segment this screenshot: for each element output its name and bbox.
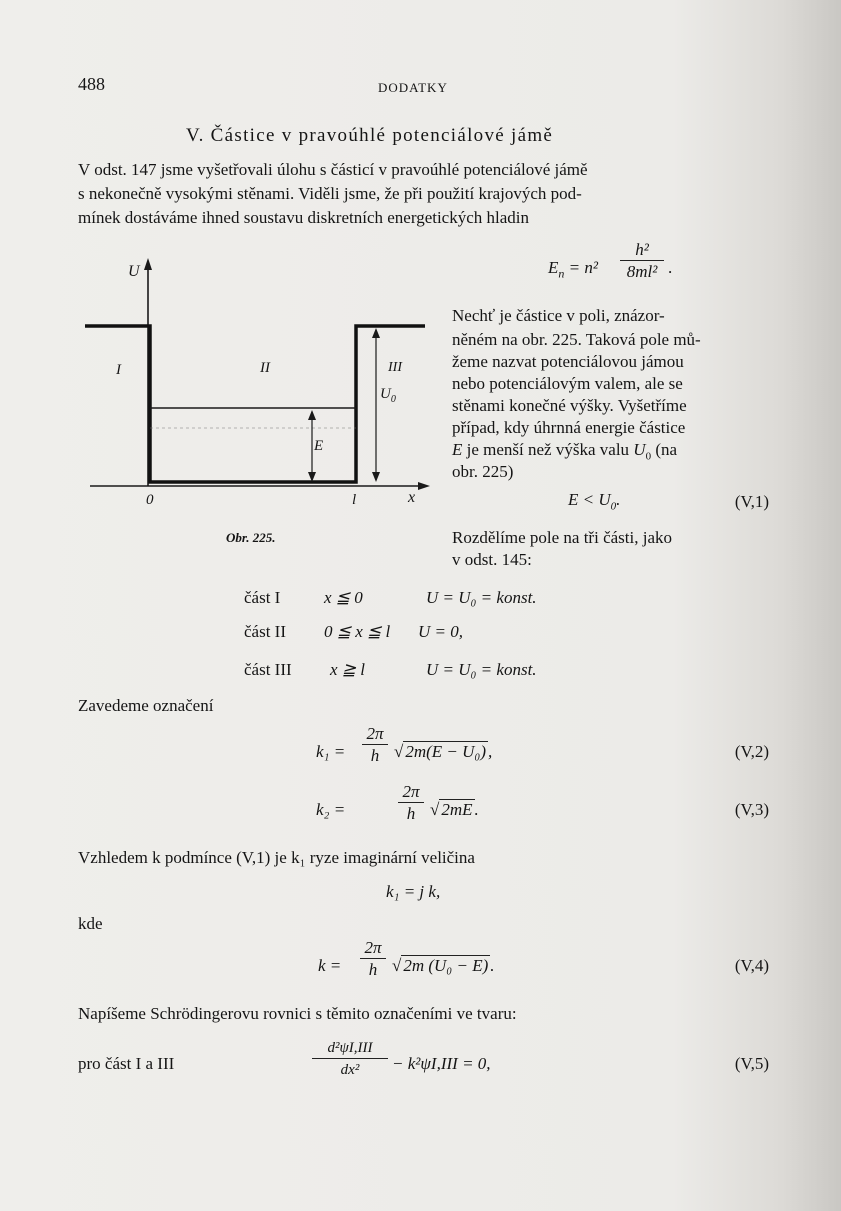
part-3-label: část III: [244, 660, 292, 679]
running-title: DODATKY: [378, 80, 448, 95]
part-2-label: část II: [244, 622, 287, 641]
notation-intro: Zavedeme označení: [78, 696, 214, 715]
part-2-pot: U = 0,: [418, 622, 463, 641]
intro-line-2: s nekonečně vysokými stěnami. Viděli jsme, že při použití krajových pod-: [78, 184, 582, 203]
intro-line-3: mínek dostáváme ihned soustavu diskretních energetických hladin: [78, 208, 530, 227]
side-line-1: Nechť je částice v poli, znázor-: [452, 306, 665, 325]
eq-v5-label: pro část I a III: [78, 1054, 175, 1073]
side-line-4: nebo potenciálovým valem, ale se: [452, 374, 683, 393]
side2-line-2: v odst. 145:: [452, 550, 532, 569]
fig-label-x: x: [408, 489, 416, 506]
side-line-8: obr. 225): [452, 462, 514, 481]
eq-v3-root: √ 2mE .: [430, 800, 479, 819]
condition-line: Vzhledem k podmínce (V,1) je k₁ ryze imaginární veličina: [78, 848, 475, 867]
side-line-6: případ, kdy úhrnná energie částice: [452, 418, 686, 437]
schrodinger-line: Napíšeme Schrödingerovu rovnici s těmito označeními ve tvaru:: [78, 1004, 517, 1023]
eq-v1: $E < U_0$.: [568, 490, 621, 513]
section-title: V. Částice v pravoúhlé potenciálové jámě: [186, 125, 554, 146]
part-1-pot: U = U₀ = konst.: [426, 588, 537, 607]
part-3-cond: x ≧ l: [330, 660, 366, 679]
eq-v2-number: (V,2): [734, 742, 769, 761]
eq-v2-fraction: $\frac{2\pi}{h}$: [362, 724, 388, 767]
side-line-7: E je menší než výška valu $U_0$ (na: [452, 440, 678, 463]
fig-label-l: l: [352, 492, 357, 508]
side-line-2: něném na obr. 225. Taková pole mů-: [452, 330, 701, 349]
k1-equation: k₁ = j k,: [386, 882, 441, 901]
part-1-cond: x ≦ 0: [324, 588, 363, 607]
eq-v5-fraction: d²ψI,III dx²: [312, 1038, 388, 1081]
fig-label-i: I: [116, 362, 121, 378]
figure-caption: Obr. 225.: [226, 530, 276, 545]
eq-v4-fraction: $\frac{2\pi}{h}$: [360, 938, 386, 981]
eq-v2-root: √ 2m(E − U₀) ,: [394, 742, 493, 761]
fig-label-ii: II: [260, 360, 270, 376]
eq-v4-number: (V,4): [734, 956, 769, 975]
part-3-pot: U = U₀ = konst.: [426, 660, 537, 679]
eq-v3-number: (V,3): [734, 800, 769, 819]
fig-label-e: E: [314, 438, 324, 454]
part-2-cond: 0 ≦ x ≦ l: [324, 622, 391, 641]
side-line-5: stěnami konečné výšky. Vyšetříme: [452, 396, 687, 415]
eq-v5-rest: − k²ψI,III = 0,: [392, 1054, 491, 1073]
page-number: 488: [78, 74, 105, 94]
energy-formula-end: .: [668, 258, 673, 277]
side-line-3: žeme nazvat potenciálovou jámou: [452, 352, 684, 371]
eq-v3-lhs: k₂ =: [316, 800, 346, 819]
energy-fraction: $\frac{\text{h²}}{\text{8ml²}}$: [620, 240, 664, 283]
eq-v4-lhs: k =: [318, 956, 342, 975]
eq-v3-fraction: $\frac{2\pi}{h}$: [398, 782, 424, 825]
eq-v4-root: √ 2m (U₀ − E) .: [392, 956, 495, 975]
fig-label-iii: III: [388, 360, 402, 375]
kde-word: kde: [78, 914, 103, 933]
energy-formula: $E_n = n^2$: [548, 258, 598, 281]
fig-label-u0: $U_0$: [380, 386, 396, 405]
part-1-label: část I: [244, 588, 281, 607]
side2-line-1: Rozdělíme pole na tři části, jako: [452, 528, 672, 547]
eq-v1-number: (V,1): [734, 492, 769, 511]
intro-line-1: V odst. 147 jsme vyšetřovali úlohu s částicí v pravoúhlé potenciálové jámě: [78, 160, 588, 179]
eq-v5-number: (V,5): [734, 1054, 769, 1073]
eq-v2-lhs: k₁ =: [316, 742, 346, 761]
fig-label-u: U: [128, 263, 140, 280]
fig-label-origin: 0: [146, 492, 154, 508]
